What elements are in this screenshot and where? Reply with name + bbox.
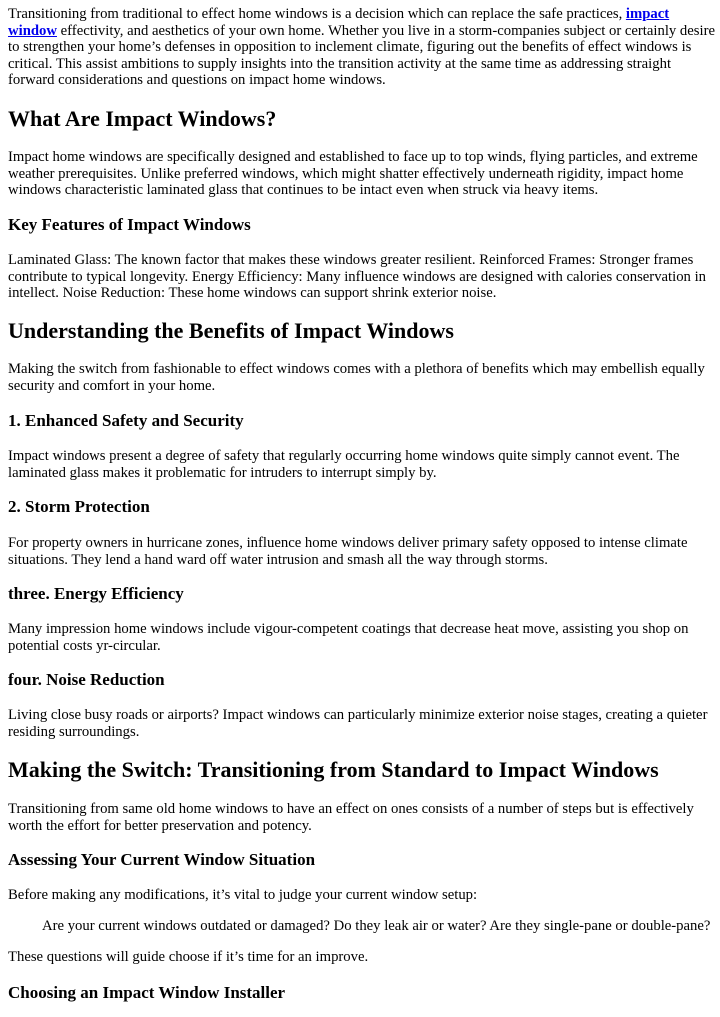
intro-lead-text: Transitioning from traditional to effect home windows is a decision which can replace the safe practices, — [8, 6, 626, 22]
heading-understanding-benefits: Understanding the Benefits of Impact Windows — [8, 318, 454, 343]
heading-key-features: Key Features of Impact Windows — [8, 215, 251, 234]
heading-storm-protection: 2. Storm Protection — [8, 497, 150, 516]
heading-what-are-impact-windows: What Are Impact Windows? — [8, 106, 277, 131]
paragraph-understanding-benefits: Making the switch from fashionable to effect windows comes with a plethora of benefits which may embellish equally security and comfort in your home. — [8, 361, 705, 394]
heading-making-the-switch: Making the Switch: Transitioning from Standard to Impact Windows — [8, 757, 659, 782]
paragraph-key-features: Laminated Glass: The known factor that makes these windows greater resilient. Reinforced Frames: Stronger frames contribute to typical longevity. Energy Efficiency: Many influence windows are designed with calories conservation in intellect. Noise Reduction: These home windows can support shrink exterior noise. — [8, 252, 706, 301]
paragraph-assessing-window-situation: Before making any modifications, it’s vital to judge your current window setup: — [8, 887, 478, 903]
heading-noise-reduction: four. Noise Reduction — [8, 670, 165, 689]
paragraph-energy-efficiency: Many impression home windows include vigour-competent coatings that decrease heat move, assisting you shop on potential costs yr-circular. — [8, 621, 689, 654]
intro-paragraph — [8, 6, 716, 89]
paragraph-enhanced-safety: Impact windows present a degree of safety that regularly occurring home windows quite simply cannot event. The laminated glass makes it problematic for intruders to interrupt simply by. — [8, 448, 680, 481]
heading-choosing-installer: Choosing an Impact Window Installer — [8, 983, 286, 1002]
paragraph-questions-guide: These questions will guide choose if it’s time for an improve. — [8, 949, 369, 965]
heading-energy-efficiency: three. Energy Efficiency — [8, 584, 184, 603]
blockquote-window-questions: Are your current windows outdated or damaged? Do they leak air or water? Are they single-pane or double-pane? — [42, 918, 711, 934]
paragraph-making-the-switch: Transitioning from same old home windows to have an effect on ones consists of a number of steps but is effectively worth the effort for better preservation and potency. — [8, 801, 694, 834]
heading-enhanced-safety: 1. Enhanced Safety and Security — [8, 411, 244, 430]
impact-window-link[interactable]: impact window — [8, 6, 670, 39]
intro-rest-text: effectivity, and aesthetics of your own home. Whether you live in a storm-companies subject or certainly desire to strengthen your home’s defenses in opposition to inclement climate, figuring out the benefits of effect windows is critical. This assist ambitions to supply insights into the transition activity at the same time as addressing straight forward considerations and questions on impact home windows. — [8, 22, 715, 88]
paragraph-storm-protection: For property owners in hurricane zones, influence home windows deliver primary safety opposed to intense climate situations. They lend a hand ward off water intrusion and smash all the way through storms. — [8, 535, 688, 568]
paragraph-noise-reduction: Living close busy roads or airports? Impact windows can particularly minimize exterior noise stages, creating a quieter residing surroundings. — [8, 707, 708, 740]
paragraph-what-are-impact-windows: Impact home windows are specifically designed and established to face up to top winds, flying particles, and extreme weather prerequisites. Unlike preferred windows, which might shatter effectively underneath rigidity, impact home windows characteristic laminated glass that continues to be intact even when struck via heavy items. — [8, 149, 698, 198]
heading-assessing-window-situation: Assessing Your Current Window Situation — [8, 850, 316, 869]
